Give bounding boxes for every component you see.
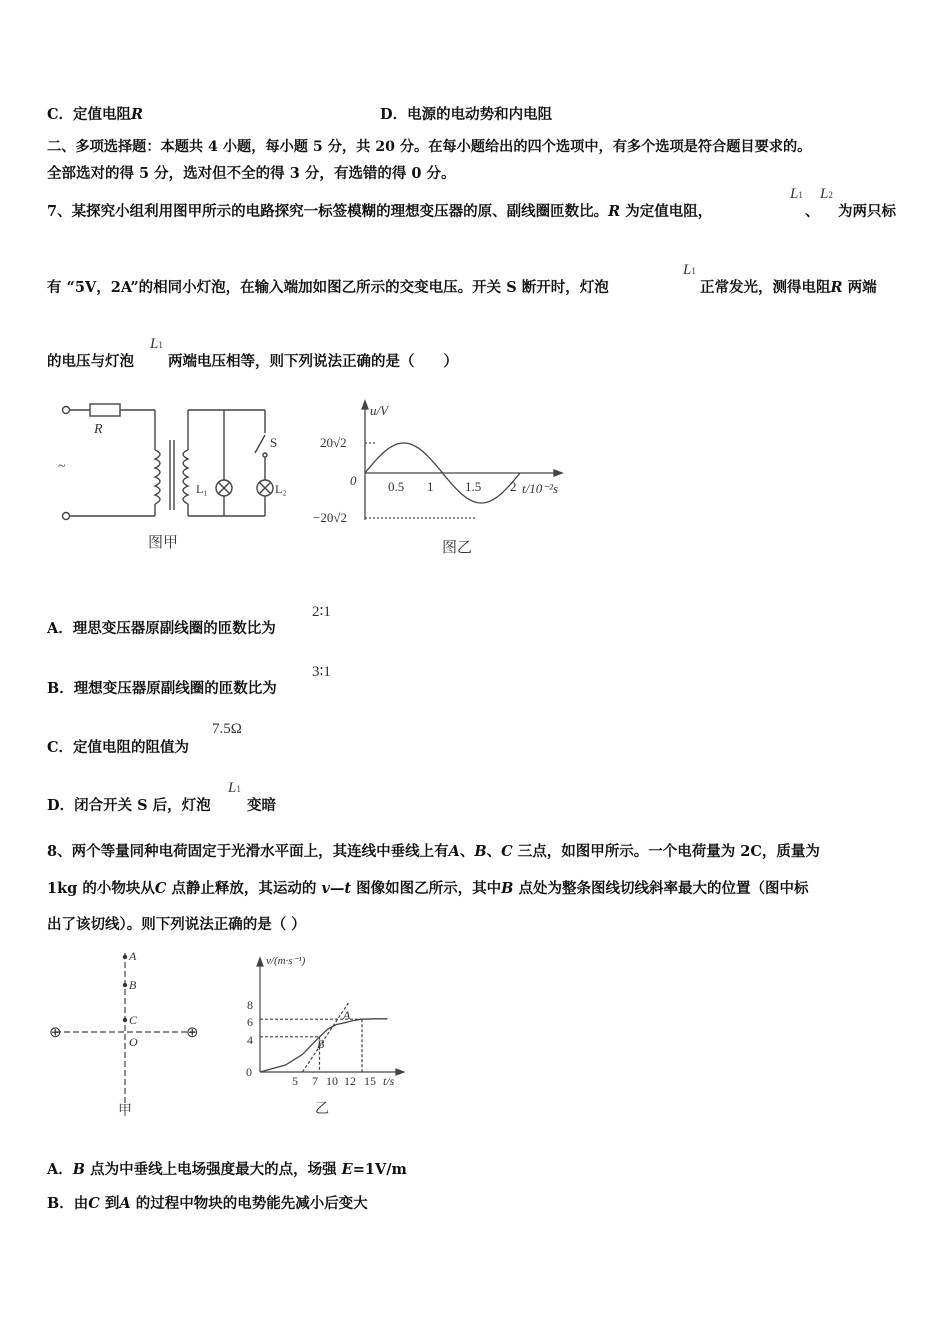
figure-caption: 图甲 (148, 535, 179, 551)
xtick-12: 12 (344, 1074, 356, 1088)
q7-option-c-value: 7.5Ω (212, 721, 242, 737)
point-o-label: O (129, 1035, 138, 1049)
text: 为定值电阻， (620, 203, 713, 220)
q8-figure-vt-graph (235, 945, 425, 1120)
x-arrow (554, 470, 562, 476)
point-b-label: B (317, 1037, 325, 1051)
q8-option-b (47, 1192, 368, 1213)
q7-option-a: A．理思变压器原副线圈的匝数比为 (47, 620, 276, 637)
y-max-label: 20√2 (320, 435, 347, 450)
xtick-7: 7 (312, 1074, 318, 1088)
text: B．由 (47, 1195, 89, 1212)
charge-right: ⊕ (186, 1025, 199, 1041)
section-2-line-1: 二、多项选择题：本题共 4 小题，每小题 5 分，共 20 分。在每小题给出的四个选项中，有多个选项是符合题目要求的。 (47, 139, 812, 155)
var: C (501, 843, 513, 860)
q7-line-3-end: 两端电压相等，则下列说法正确的是（ ） (168, 353, 458, 370)
text: 1kg 的小物块从 (47, 880, 155, 897)
var: B (501, 880, 514, 897)
text: 、 (459, 843, 475, 860)
xtick-15: 15 (364, 1074, 376, 1088)
q7-l2-symbol (820, 186, 833, 203)
text: =1V/m (352, 1161, 407, 1178)
point-b-dot (123, 983, 127, 987)
l: L (228, 780, 237, 796)
text: 两端 (842, 279, 877, 296)
l2-label: L₂ (275, 482, 287, 496)
q7-l1-symbol (790, 186, 803, 203)
q7-l1-symbol-3 (150, 336, 163, 353)
option-text: C．定值电阻 (47, 106, 132, 123)
primary-coil (155, 450, 160, 504)
var: v—t (321, 880, 352, 897)
sub: 1 (691, 266, 696, 276)
text: A． (47, 1161, 73, 1178)
y-arrow (257, 958, 263, 966)
text: 到 (99, 1195, 120, 1212)
q7-l1-symbol-2 (683, 262, 696, 279)
switch-s (255, 435, 265, 453)
xtick-5: 5 (292, 1074, 298, 1088)
var: C (154, 880, 167, 897)
point-a-dot (123, 955, 127, 959)
point-a-label: A (129, 949, 137, 963)
x-label: t/10⁻²s (522, 481, 559, 496)
q7-line-1 (47, 200, 712, 221)
l: L (683, 262, 692, 278)
q7-option-b-value: 3∶1 (312, 664, 331, 680)
text: 正常发光，测得电阻 (700, 279, 831, 296)
section-2-line-2: 全部选对的得 5 分，选对但不全的得 3 分，有选错的得 0 分。 (47, 165, 456, 182)
q7-line-3: 的电压与灯泡 (47, 353, 134, 370)
sub: 1 (236, 784, 241, 794)
var-r: R (131, 106, 144, 123)
q8-line-1 (47, 840, 820, 861)
l1-label: L₁ (196, 482, 208, 496)
resistor-r (90, 404, 120, 416)
q7-option-a-value: 2∶1 (312, 604, 331, 620)
text: 点处为整条图线切线斜率最大的位置（图中标 (513, 880, 809, 897)
var: A (119, 1195, 131, 1212)
q7-option-d: D．闭合开关 S 后，灯泡 (47, 797, 211, 814)
text: 的过程中物块的电势能先减小后变大 (130, 1195, 368, 1212)
var: C (88, 1195, 100, 1212)
q7-option-b: B．理想变压器原副线圈的匝数比为 (47, 680, 277, 697)
charge-left: ⊕ (49, 1025, 62, 1041)
ytick-8: 8 (247, 998, 253, 1012)
q7-figure-circuit (50, 395, 310, 565)
x-arrow (396, 1069, 404, 1075)
text: 图像如图乙所示，其中 (351, 880, 502, 897)
r-label: R (94, 422, 103, 437)
input-terminal-bottom (63, 513, 70, 520)
q7-option-d-end: 变暗 (247, 797, 276, 814)
q7-option-d-l1 (228, 780, 241, 797)
y-label: u/V (370, 403, 389, 418)
l: L (820, 186, 829, 202)
y-label: v/(m·s⁻¹) (266, 955, 306, 967)
q7-option-c: C．定值电阻的阻值为 (47, 739, 190, 756)
ytick-6: 6 (247, 1015, 253, 1029)
sub: 1 (798, 190, 803, 200)
text: 点静止释放，其运动的 (166, 880, 322, 897)
q7-sep: 、 (805, 203, 820, 220)
q8-figure-charges (45, 945, 215, 1120)
xtick-10: 10 (326, 1074, 338, 1088)
var: E (341, 1161, 353, 1178)
var: A (448, 843, 460, 860)
var-r: R (830, 279, 843, 296)
figure-caption: 甲 (118, 1104, 132, 1119)
tick-1-5: 1.5 (465, 479, 482, 494)
q7-line-2-end (700, 276, 877, 297)
figure-caption: 乙 (315, 1102, 329, 1117)
prev-option-d (380, 103, 552, 124)
sub: 2 (828, 190, 833, 200)
point-b-label: B (129, 978, 137, 992)
tick-2: 2 (510, 479, 517, 494)
point-c-label: C (129, 1013, 138, 1027)
secondary-coil (183, 450, 188, 504)
point-c-dot (123, 1018, 127, 1022)
text: 7、某探究小组利用图甲所示的电路探究一标签模糊的理想变压器的原、副线圈匝数比。 (47, 203, 609, 220)
origin-label: 0 (350, 473, 357, 488)
var: B (72, 1161, 86, 1178)
tick-1: 1 (427, 479, 434, 494)
option-text: D．电源的电动势和内电阻 (380, 106, 553, 123)
var: B (474, 843, 487, 860)
q7-figure-waveform (310, 395, 590, 565)
input-terminal-top (63, 407, 70, 414)
x-label: t/s (383, 1074, 395, 1088)
figure-caption: 图乙 (442, 540, 473, 556)
sub: 1 (158, 340, 163, 350)
prev-option-c (47, 103, 143, 124)
text: 点为中垂线上电场强度最大的点，场强 (85, 1161, 342, 1178)
y-arrow (362, 401, 368, 409)
q7-line-2 (47, 276, 609, 297)
y-min-label: −20√2 (313, 510, 347, 525)
text: 8、两个等量同种电荷固定于光滑水平面上，其连线中垂线上有 (47, 843, 449, 860)
l: L (790, 186, 799, 202)
text: 三点，如图甲所示。一个电荷量为 2C，质量为 (512, 843, 820, 860)
point-a-label: A (343, 1008, 351, 1022)
var-r: R (608, 203, 621, 220)
s-label: S (270, 435, 278, 450)
text: 、 (486, 843, 502, 860)
q8-option-a (47, 1158, 407, 1179)
origin-label: 0 (246, 1065, 252, 1079)
q8-line-3: 出了该切线）。则下列说法正确的是（ ） (47, 916, 306, 933)
ac-symbol: ~ (58, 459, 66, 474)
q8-line-2 (47, 877, 808, 898)
ytick-4: 4 (247, 1033, 253, 1047)
q7-line-1-end: 为两只标 (838, 203, 896, 220)
l: L (150, 336, 159, 352)
tick-0-5: 0.5 (388, 479, 405, 494)
text: 有 “5V，2A”的相同小灯泡，在输入端加如图乙所示的交变电压。开关 S 断开时，灯泡 (47, 279, 609, 296)
